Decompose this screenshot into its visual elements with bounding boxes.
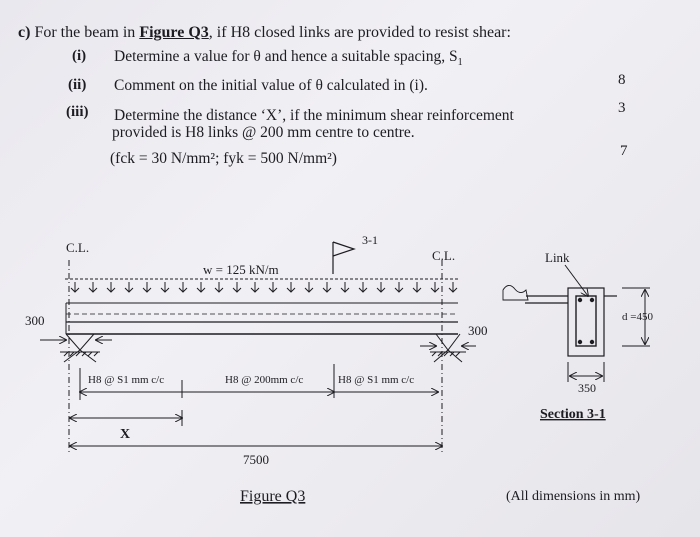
width-label: 350 — [578, 381, 596, 395]
centre-line-right-label: C.L. — [432, 248, 456, 263]
part-i-number: (i) — [72, 48, 87, 64]
part-i-marks: 8 — [618, 72, 626, 88]
spacing-subscript: 1 — [457, 57, 463, 69]
intro-prefix: For the beam in — [34, 24, 140, 41]
support-left — [40, 334, 112, 362]
section-marker-label: 3-1 — [362, 233, 378, 247]
beam — [66, 303, 458, 334]
units-note: (All dimensions in mm) — [506, 489, 641, 504]
part-i-text: Determine a value for θ and hence a suitable spacing, $S_1$ — [114, 48, 463, 69]
material-properties: (fck = 30 N/mm²; fyk = 500 N/mm²) — [110, 150, 337, 167]
depth-label: d =450 — [622, 311, 653, 323]
zone-right-label: H8 @ S1 mm c/c — [338, 374, 415, 386]
cross-section — [503, 285, 617, 356]
section-caption: Section 3-1 — [540, 407, 606, 422]
part-iii-line1: Determine the distance ‘X’, if the minimum shear reinforcement — [114, 107, 514, 124]
width-dimension — [568, 362, 604, 382]
intro-suffix: , if H8 closed links are provided to resist shear: — [208, 24, 511, 41]
load-label: w = 125 kN/m — [203, 262, 279, 277]
question-label: c) — [18, 24, 31, 41]
link-label: Link — [545, 250, 570, 265]
centre-line-left-label: C.L. — [66, 240, 90, 255]
zone-left-label: H8 @ S1 mm c/c — [88, 374, 165, 386]
support-left-width: 300 — [25, 313, 45, 328]
part-ii-text: Comment on the initial value of θ calculated in (i). — [114, 77, 428, 94]
span-dimension: 7500 — [243, 452, 269, 467]
distance-x-label: X — [120, 427, 131, 442]
zone-mid-label: H8 @ 200mm c/c — [225, 374, 304, 386]
load-arrows — [71, 282, 457, 292]
figure-reference: Figure Q3 — [139, 24, 209, 41]
part-iii-number: (iii) — [66, 104, 89, 120]
part-iii-marks: 7 — [620, 143, 628, 159]
part-ii-marks: 3 — [618, 100, 626, 116]
figure-caption: Figure Q3 — [240, 488, 306, 505]
section-marker-flag — [333, 242, 354, 274]
support-right — [420, 334, 476, 362]
support-right-width: 300 — [468, 323, 488, 338]
part-ii-number: (ii) — [68, 77, 87, 93]
part-iii-line2: provided is H8 links @ 200 mm centre to centre. — [112, 124, 415, 141]
